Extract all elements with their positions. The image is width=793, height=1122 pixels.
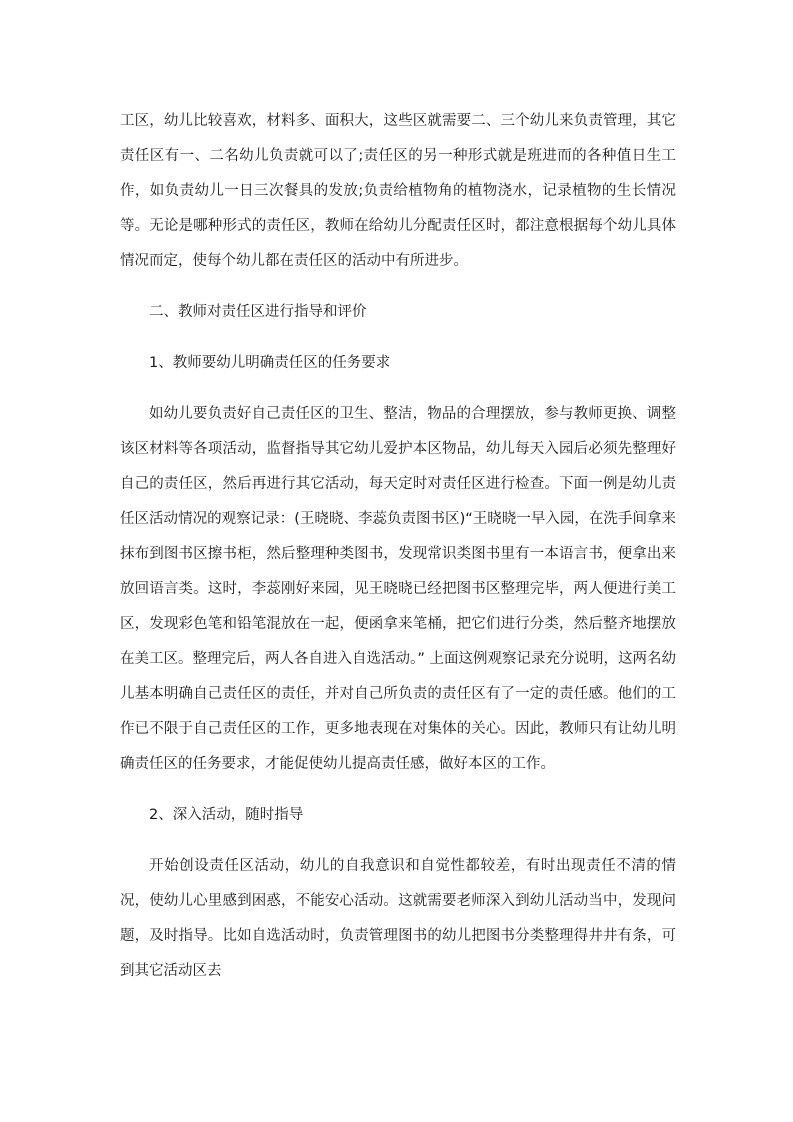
subheading-task-requirements: 1、教师要幼儿明确责任区的任务要求: [149, 355, 391, 371]
paragraph-responsibility-forms: 工区，幼儿比较喜欢，材料多、面积大，这些区就需要二、三个幼儿来负责管理，其它责任区有一、二名幼儿负责就可以了;责任区的另一种形式就是班进而的各种值日生工作，如负责幼儿一日三次餐具的发放;负责给植物角的植物浇水，记录植物的生长情况等。无论是哪种形式的责任区，教师在给幼儿分配责任区时，都注意根据每个幼儿具体情况而定，使每个幼儿都在责任区的活动中有所进步。: [120, 113, 676, 269]
subheading-deep-guidance: 2、深入活动，随时指导: [149, 807, 304, 823]
section-heading-guidance-evaluation: 二、教师对责任区进行指导和评价: [149, 304, 367, 320]
paragraph-early-activities: 开始创设责任区活动，幼儿的自我意识和自觉性都较差，有时出现责任不清的情况，使幼儿心里感到困惑，不能安心活动。这就需要老师深入到幼儿活动当中，发现问题，及时指导。比如自选活动时，负责管理图书的幼儿把图书分类整理得井井有条，可到其它活动区去: [120, 858, 676, 979]
paragraph-observation-record: 如幼儿要负责好自己责任区的卫生、整洁，物品的合理摆放，参与教师更换、调整该区材料等各项活动，监督指导其它幼儿爱护本区物品，幼儿每天入园后必须先整理好自己的责任区，然后再进行其它活动，每天定时对责任区进行检查。下面一例是幼儿责任区活动情况的观察记录：(王晓晓、李蕊负责图书区)“王晓晓一早入园，在洗手间拿来抹布到图书区擦书柜，然后整理种类图书，发现常识类图书里有一本语言书，便拿出来放回语言类。这时，李蕊刚好来园，见王晓晓已经把图书区整理完毕，两人便进行美工区，发现彩色笔和铅笔混放在一起，便函拿来笔桶，把它们进行分类，然后整齐地摆放在美工区。整理完后，两人各自进入自选活动。” 上面这例观察记录充分说明，这两名幼儿基本明确自己责任区的责任，并对自己所负责的责任区有了一定的责任感。他们的工作已不限于自己责任区的工作，更多地表现在对集体的关心。因此，教师只有让幼儿明确责任区的任务要求，才能促使幼儿提高责任感，做好本区的工作。: [120, 406, 676, 772]
document-body: [120, 104, 676, 989]
